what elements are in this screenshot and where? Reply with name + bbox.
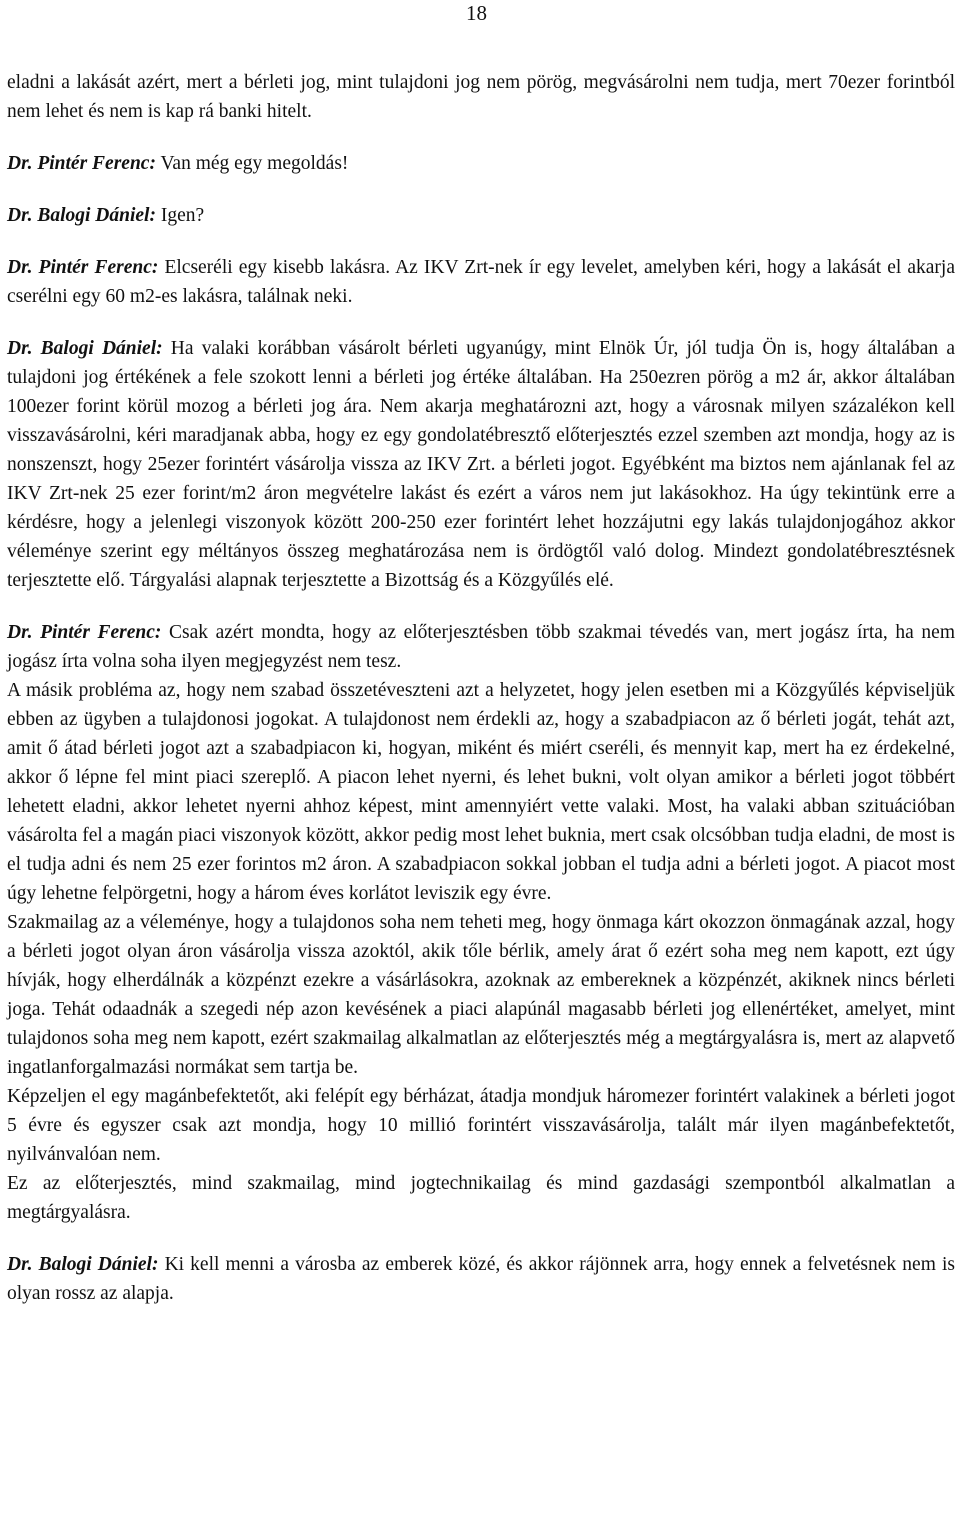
speaker-name: Dr. Pintér Ferenc: [7,622,162,643]
speaker-name: Dr. Balogi Dániel: [7,205,156,226]
document-body [7,68,955,1308]
paragraph-text: Szakmailag az a véleménye, hogy a tulajdonos soha nem teheti meg, hogy önmaga kárt okozzon önmagának azzal, hogy a bérleti jogot olyan áron vásárolja vissza azoktól, akik tőle bérlik, amely árat ő ezért soha meg nem kapott, ezt úgy hívják, hogy elherdálnák a közpénzt ezekre a vásárlásokra, azoknak az embereknek a közpénzét, akiknek nincs bérleti joga. Tehát odaadnák a szegedi nép azon kevésének a piaci alapúnál magasabb bérleti jog ellenértéket, amelyet, mint tulajdonos soha meg nem kapott, ezért szakmailag alkalmatlan az előterjesztés még a megtárgyalásra is, mert az alapvető ingatlanforgalmazási normákat sem tartja be. [7,912,955,1078]
paragraph-9 [7,1082,955,1169]
paragraph-10 [7,1169,955,1227]
paragraph-2 [7,149,955,178]
paragraph-text: Ez az előterjesztés, mind szakmailag, mind jogtechnikailag és mind gazdasági szempontból alkalmatlan a megtárgyalásra. [7,1173,955,1223]
paragraph-text: Elcseréli egy kisebb lakásra. Az IKV Zrt-nek ír egy levelet, amelyben kéri, hogy a lakását el akarja cserélni egy 60 m2-es lakásra, találnak neki. [7,257,955,307]
speaker-name: Dr. Pintér Ferenc: [7,257,159,278]
speaker-name: Dr. Balogi Dániel: [7,338,163,359]
paragraph-3 [7,201,955,230]
paragraph-text: Ha valaki korábban vásárolt bérleti ugyanúgy, mint Elnök Úr, jól tudja Ön is, hogy általában a tulajdoni jog értékének a fele szokott lenni a bérleti jog értéke általában. Ha 250ezren pörög a m2 ár, akkor általában 100ezer forint körül mozog a bérleti jog ára. Nem akarja meghatározni azt, hogy a városnak milyen százalékon kell visszavásárolni, kéri maradjanak abba, hogy ez egy gondolatébresztő előterjesztés ezzel szemben azt mondja, hogy az is nonszenszt, hogy 25ezer forintért vásárolja vissza az IKV Zrt. a bérleti jogot. Egyébként ma biztos nem ajánlanak fel az IKV Zrt-nek 25 ezer forint/m2 áron megvételre lakást és ezért a város nem jut lakásokhoz. Ha úgy tekintünk erre a kérdésre, hogy a jelenlegi viszonyok között 200-250 ezer forintért lehet hozzájutni egy lakás tulajdonjogához akkor véleménye szerint egy méltányos összeg meghatározása nem is ördögtől való dolog. Mindezt gondolatébresztésnek terjesztette elő. Tárgyalási alapnak terjesztette a Bizottság és a Közgyűlés elé. [7,338,955,591]
paragraph-text: A másik probléma az, hogy nem szabad összetéveszteni azt a helyzetet, hogy jelen esetben mi a Közgyűlés képviseljük ebben az ügyben a tulajdonosi jogokat. A tulajdonost nem érdekli az, hogy a szabadpiacon az ő bérleti jogát, tehát azt, amit ő átad bérleti jogot azt a szabadpiacon ki, hogyan, miként és miért cseréli, és mennyit kap, mert ha ez érdekelné, akkor ő lépne fel mint piaci szereplő. A piacon lehet nyerni, és lehet bukni, volt olyan amikor a bérleti jogot többért lehetett eladni, akkor lehetet nyerni ahhoz képest, mint amennyiért vette valaki. Most, ha valaki abban szituációban vásárolta fel a magán piaci viszonyok között, akkor pedig most lehet buknia, mert csak olcsóbban tudja eladni, de most is el tudja adni és nem 25 ezer forintos m2 áron. A szabadpiacon sokkal jobban el tudja adni a bérleti jogot. A piacot most úgy lehetne felpörgetni, hogy a három éves korlátot leviszik egy évre. [7,680,955,904]
paragraph-text: Ki kell menni a városba az emberek közé, és akkor rájönnek arra, hogy ennek a felvetésnek nem is olyan rossz az alapja. [7,1254,955,1304]
speaker-name: Dr. Pintér Ferenc: [7,153,156,174]
paragraph-text: Képzeljen el egy magánbefektetőt, aki felépít egy bérházat, átadja mondjuk háromezer forintért valakinek a bérleti jogot 5 évre és egyszer csak azt mondja, hogy 10 millió forintért visszavásárolja, talált már ilyen magánbefektetőt, nyilvánvalóan nem. [7,1086,955,1165]
paragraph-4 [7,253,955,311]
paragraph-1 [7,68,955,126]
paragraph-text: eladni a lakását azért, mert a bérleti jog, mint tulajdoni jog nem pörög, megvásárolni nem tudja, mert 70ezer forintból nem lehet és nem is kap rá banki hitelt. [7,72,955,122]
paragraph-text: Van még egy megoldás! [155,153,349,174]
paragraph-6 [7,618,955,676]
paragraph-text: Csak azért mondta, hogy az előterjesztésben több szakmai tévedés van, mert jogász írta, ha nem jogász írta volna soha ilyen megjegyzést nem tesz. [7,622,955,672]
page-number: 18 [466,1,487,25]
paragraph-text: Igen? [155,205,205,226]
paragraph-11 [7,1250,955,1308]
paragraph-8 [7,908,955,1082]
speaker-name: Dr. Balogi Dániel: [7,1254,159,1275]
paragraph-7 [7,676,955,908]
paragraph-5 [7,334,955,595]
